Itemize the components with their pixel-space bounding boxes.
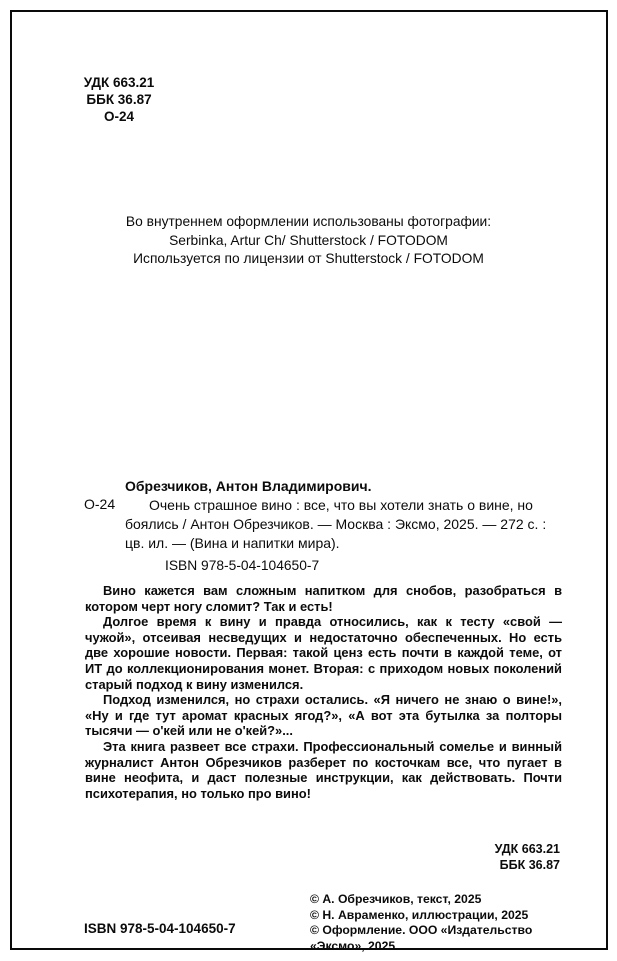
isbn-bottom: ISBN 978-5-04-104650-7: [84, 921, 236, 936]
bibliographic-record: [125, 477, 562, 553]
bbk-code-bottom: ББК 36.87: [499, 858, 560, 872]
annotation-block: [85, 583, 562, 801]
copyright-line-3: © Оформление. ООО «Издательство «Эксмо», 2025: [310, 923, 533, 953]
udk-code-top: УДК 663.21: [83, 75, 155, 90]
bib-author: Обрезчиков, Антон Владимирович.: [125, 478, 372, 494]
photo-credit-line-1: Во внутреннем оформлении использованы фотографии:: [125, 214, 492, 229]
photo-credit-block: [0, 213, 617, 269]
photo-credit-line-2: Serbinka, Artur Ch/ Shutterstock / FOTODOM: [169, 232, 448, 248]
photo-credit-line-3: Используется по лицензии от Shutterstock / FOTODOM: [133, 251, 484, 266]
annotation-paragraph-1: Вино кажется вам сложным напитком для снобов, разобраться в котором черт ногу сломит? Так и есть!: [85, 583, 562, 614]
annotation-paragraph-2: Долгое время к вину и правда относились, как к тесту «свой — чужой», отсеивая несведущих и недостаточно обеспеченных. Но есть две хорошие новости. Первая: такой ценз есть почти в каждой теме, от ИТ до коллекционирования монет. Вторая: с приходом новых поколений старый подход к вину изменился.: [85, 614, 562, 692]
classification-codes-top: [80, 74, 158, 125]
copyright-block: [310, 892, 565, 954]
annotation-paragraph-4: Эта книга развеет все страхи. Профессиональный сомелье и винный журналист Антон Обрезчиков разберет по косточкам все, что пугает в вине неофита, и даст полезные инструкции, как действовать. Почти психотерапия, но только про вино!: [85, 738, 562, 801]
classification-codes-bottom: [495, 841, 560, 873]
annotation-paragraph-3: Подход изменился, но страхи остались. «Я ничего не знаю о вине!», «Ну и где тут аромат красных ягод?», «А вот эта бутылка за полторы тысячи — о'кей или не о'кей?»...: [85, 692, 562, 739]
bib-isbn: ISBN 978-5-04-104650-7: [165, 558, 320, 573]
bbk-code-top: ББК 36.87: [86, 92, 152, 107]
author-index-margin: О-24: [84, 496, 116, 512]
copyright-line-1: © А. Обрезчиков, текст, 2025: [310, 892, 482, 906]
author-index-top: О-24: [103, 109, 134, 124]
bib-description: Очень страшное вино : все, что вы хотели знать о вине, но боялись / Антон Обрезчиков. — Москва : Эксмо, 2025. — 272 с. : цв. ил. — (Вина и напитки мира).: [125, 497, 547, 551]
copyright-line-2: © Н. Авраменко, иллюстрации, 2025: [310, 907, 529, 922]
udk-code-bottom: УДК 663.21: [494, 842, 560, 856]
